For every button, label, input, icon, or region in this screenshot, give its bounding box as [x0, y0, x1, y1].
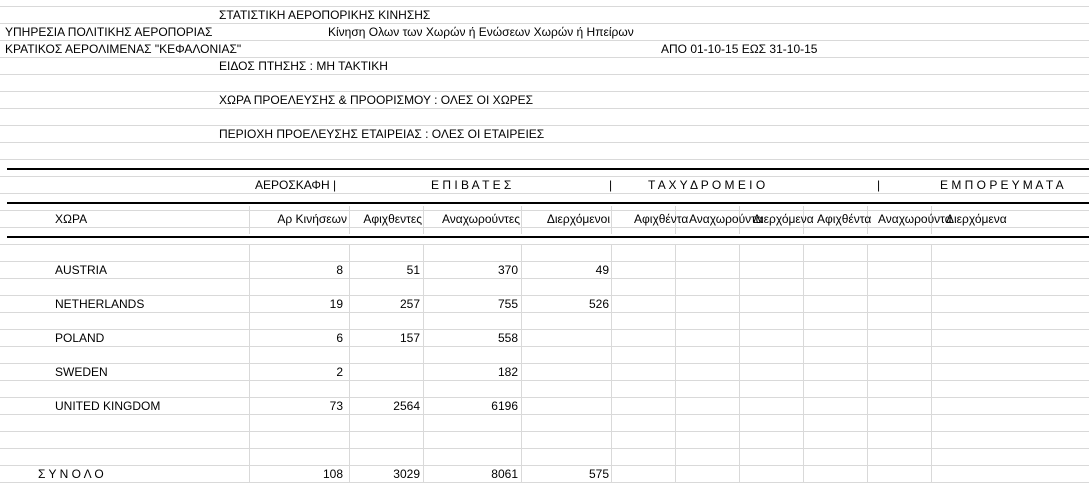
grid-col-line	[611, 206, 612, 234]
row-country: UNITED KINGDOM	[55, 399, 161, 413]
airport-name: ΚΡΑΤΙΚΟΣ ΑΕΡΟΛΙΜΕΝΑΣ "ΚΕΦΑΛΟΝΙΑΣ"	[5, 42, 242, 56]
flight-type: ΕΙΔΟΣ ΠΤΗΣΗΣ : ΜΗ ΤΑΚΤΙΚΗ	[219, 59, 388, 73]
total-transit: 575	[588, 467, 609, 481]
row-country: AUSTRIA	[55, 263, 108, 277]
row-departures: 558	[497, 331, 518, 345]
agency-name: ΥΠΗΡΕΣΙΑ ΠΟΛΙΤΙΚΗΣ ΑΕΡΟΠΟΡΙΑΣ	[5, 25, 213, 39]
row-transit: 526	[588, 297, 609, 311]
grid-row-line	[0, 57, 1089, 58]
grid-row-line	[0, 244, 1089, 245]
row-movements: 73	[329, 399, 343, 413]
grid-row-line	[0, 91, 1089, 92]
group-aircraft: ΑΕΡΟΣΚΑΦΗ |	[255, 178, 337, 192]
grid-col-line	[931, 244, 932, 482]
col-cargo-transit: Διερχόμενα	[946, 212, 1007, 226]
grid-row-line	[0, 74, 1089, 75]
rule-top	[7, 168, 1089, 170]
row-movements: 19	[329, 297, 343, 311]
row-transit: 49	[595, 263, 609, 277]
report-subtitle: Κίνηση Ολων των Χωρών ή Ενώσεων Χωρών ή Ηπείρων	[328, 25, 634, 39]
row-departures: 370	[497, 263, 518, 277]
total-arrivals: 3029	[393, 467, 420, 481]
report-title: ΣΤΑΤΙΣΤΙΚΗ ΑΕΡΟΠΟΡΙΚΗΣ ΚΙΝΗΣΗΣ	[219, 8, 431, 22]
grid-col-line	[611, 244, 612, 482]
grid-row-line	[0, 380, 1089, 381]
rule-bottom	[7, 236, 1089, 238]
report-period: ΑΠΟ 01-10-15 ΕΩΣ 31-10-15	[661, 42, 818, 56]
row-departures: 755	[497, 297, 518, 311]
grid-row-line	[0, 363, 1089, 364]
grid-col-line	[803, 244, 804, 482]
country-origin-filter: ΧΩΡΑ ΠΡΟΕΛΕΥΣΗΣ & ΠΡΟΟΡΙΣΜΟΥ : ΟΛΕΣ ΟΙ ΧΩΡΕΣ	[219, 93, 534, 107]
grid-row-line	[0, 329, 1089, 330]
row-country: SWEDEN	[55, 365, 108, 379]
rule-mid	[7, 202, 1089, 204]
total-label: Σ Υ Ν Ο Λ Ο	[38, 467, 104, 481]
col-movements: Αρ Κινήσεων	[277, 212, 347, 226]
grid-col-line	[675, 244, 676, 482]
grid-row-line	[0, 23, 1089, 24]
row-movements: 6	[336, 331, 343, 345]
col-cargo-departing: Αναχωρούντα	[878, 212, 952, 226]
col-transit: Διερχόμενοι	[546, 212, 610, 226]
total-movements: 108	[322, 467, 343, 481]
row-country: NETHERLANDS	[55, 297, 145, 311]
grid-row-line	[0, 414, 1089, 415]
grid-row-line	[0, 397, 1089, 398]
row-arrivals: 257	[399, 297, 420, 311]
row-movements: 8	[336, 263, 343, 277]
col-mail-departing: Αναχωρούντα	[689, 212, 763, 226]
grid-row-line	[0, 125, 1089, 126]
row-arrivals: 157	[399, 331, 420, 345]
grid-row-line	[0, 482, 1089, 483]
grid-row-line	[0, 176, 1089, 177]
grid-row-line	[0, 295, 1089, 296]
grid-row-line	[0, 465, 1089, 466]
row-movements: 2	[336, 365, 343, 379]
grid-row-line	[0, 448, 1089, 449]
grid-row-line	[0, 193, 1089, 194]
col-departures: Αναχωρούντες	[441, 212, 520, 226]
row-departures: 6196	[491, 399, 518, 413]
grid-row-line	[0, 142, 1089, 143]
group-cargo: Ε Μ Π Ο Ρ Ε Υ Μ Α Τ Α	[940, 178, 1064, 192]
col-cargo-arrived: Αφιχθέντα	[817, 212, 872, 226]
total-departures: 8061	[491, 467, 518, 481]
grid-row-line	[0, 6, 1089, 7]
group-separator: |	[877, 178, 881, 192]
row-country: POLAND	[55, 331, 105, 345]
grid-col-line	[249, 244, 250, 482]
group-separator: |	[609, 178, 613, 192]
col-mail-transit: Διερχόμενα	[753, 212, 814, 226]
grid-col-line	[349, 244, 350, 482]
grid-row-line	[0, 108, 1089, 109]
grid-row-line	[0, 431, 1089, 432]
grid-row-line	[0, 261, 1089, 262]
col-arrivals: Αφιχθεντες	[363, 212, 422, 226]
grid-col-line	[739, 244, 740, 482]
grid-row-line	[0, 40, 1089, 41]
grid-row-line	[0, 227, 1089, 228]
company-region-filter: ΠΕΡΙΟΧΗ ΠΡΟΕΛΕΥΣΗΣ ΕΤΑΙΡΕΙΑΣ : ΟΛΕΣ ΟΙ ΕΤΑΙΡΕΙΕΣ	[219, 127, 545, 141]
row-departures: 182	[497, 365, 518, 379]
grid-row-line	[0, 346, 1089, 347]
row-arrivals: 51	[406, 263, 420, 277]
grid-col-line	[423, 244, 424, 482]
group-passengers: Ε Π Ι Β Α Τ Ε Σ	[431, 178, 512, 192]
grid-row-line	[0, 312, 1089, 313]
col-mail-arrived: Αφιχθέντα	[634, 212, 689, 226]
grid-row-line	[0, 210, 1089, 211]
col-country: ΧΩΡΑ	[55, 212, 88, 226]
grid-row-line	[0, 278, 1089, 279]
group-mail: Τ Α Χ Υ Δ Ρ Ο Μ Ε Ι Ο	[648, 178, 766, 192]
row-arrivals: 2564	[393, 399, 420, 413]
grid-col-line	[867, 244, 868, 482]
grid-col-line	[521, 244, 522, 482]
grid-row-line	[0, 159, 1089, 160]
